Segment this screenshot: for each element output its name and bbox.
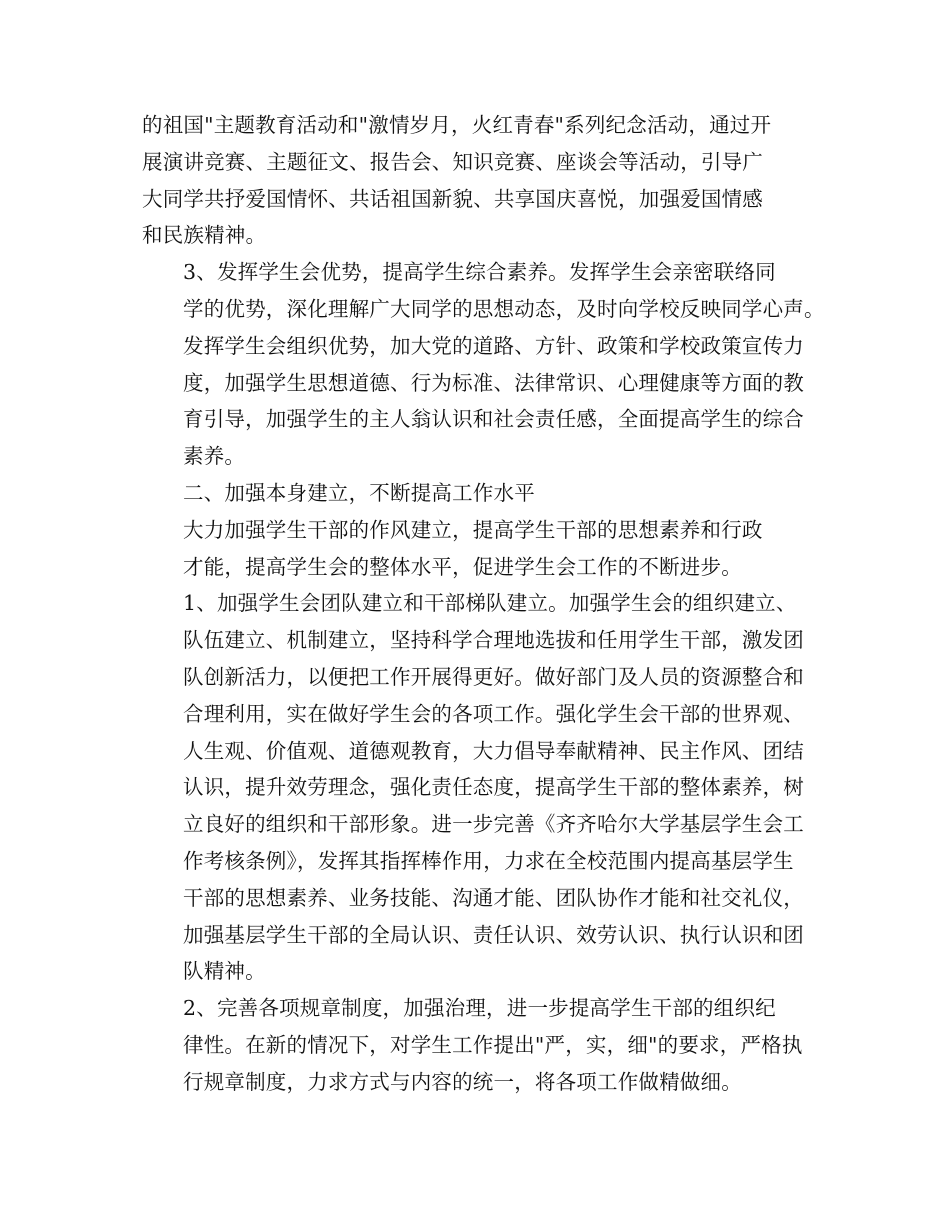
text-line: 才能，提高学生会的整体水平，促进学生会工作的不断进步。 xyxy=(183,554,742,579)
paragraph-item-2 xyxy=(142,990,812,1100)
text-line: 认识，提升效劳理念，强化责任态度，提高学生干部的整体素养，树 xyxy=(183,775,804,800)
text-line: 队精神。 xyxy=(183,959,266,984)
text-line: 队伍建立、机制建立，坚持科学合理地选拔和任用学生干部，激发团 xyxy=(183,628,804,653)
text-line: 度，加强学生思想道德、行为标准、法律常识、心理健康等方面的教 xyxy=(183,370,804,395)
text-line: 素养。 xyxy=(183,444,246,469)
text-line: 行规章制度，力求方式与内容的统一，将各项工作做精做细。 xyxy=(183,1069,742,1094)
text-line: 育引导，加强学生的主人翁认识和社会责任感，全面提高学生的综合 xyxy=(183,407,804,432)
text-line: 大同学共抒爱国情怀、共话祖国新貌、共享国庆喜悦，加强爱国情感 xyxy=(142,186,763,211)
document-body xyxy=(142,107,825,1101)
text-line: 合理利用，实在做好学生会的各项工作。强化学生会干部的世界观、 xyxy=(183,701,804,726)
text-line: 人生观、价值观、道德观教育，大力倡导奉献精神、民主作风、团结 xyxy=(183,738,804,763)
text-line: 展演讲竞赛、主题征文、报告会、知识竞赛、座谈会等活动，引导广 xyxy=(142,149,763,174)
text-line: 大力加强学生干部的作风建立，提高学生干部的思想素养和行政 xyxy=(183,517,763,542)
paragraph-item-3 xyxy=(142,254,825,475)
text-line: 学的优势，深化理解广大同学的思想动态，及时向学校反映同学心声。 xyxy=(183,296,825,321)
paragraph-item-1 xyxy=(142,585,812,990)
text-line: 队创新活力，以便把工作开展得更好。做好部门及人员的资源整合和 xyxy=(183,664,804,689)
text-line: 的祖国"主题教育活动和"激情岁月，火红青春"系列纪念活动，通过开 xyxy=(142,113,772,137)
text-line: 二、加强本身建立，不断提高工作水平 xyxy=(183,480,535,505)
text-line: 律性。在新的情况下，对学生工作提出"严，实，细"的要求，严格执 xyxy=(183,1032,803,1057)
text-line: 干部的思想素养、业务技能、沟通才能、团队协作才能和社交礼仪， xyxy=(183,885,804,910)
text-line: 3、发挥学生会优势，提高学生综合素养。发挥学生会亲密联络同 xyxy=(183,260,776,285)
paragraph-continuation xyxy=(142,107,812,254)
text-line: 2、完善各项规章制度，加强治理，进一步提高学生干部的组织纪 xyxy=(183,996,776,1021)
text-line: 加强基层学生干部的全局认识、责任认识、效劳认识、执行认识和团 xyxy=(183,922,804,947)
text-line: 发挥学生会组织优势，加大党的道路、方针、政策和学校政策宣传力 xyxy=(183,333,804,358)
text-line: 和民族精神。 xyxy=(142,223,267,248)
text-line: 1、加强学生会团队建立和干部梯队建立。加强学生会的组织建立、 xyxy=(183,591,797,616)
text-line: 立良好的组织和干部形象。进一步完善《齐齐哈尔大学基层学生会工 xyxy=(183,812,804,837)
text-line: 作考核条例》，发挥其指挥棒作用，力求在全校范围内提高基层学生 xyxy=(183,848,794,873)
paragraph-heading-2 xyxy=(142,475,812,512)
paragraph-intro-2 xyxy=(142,512,812,586)
